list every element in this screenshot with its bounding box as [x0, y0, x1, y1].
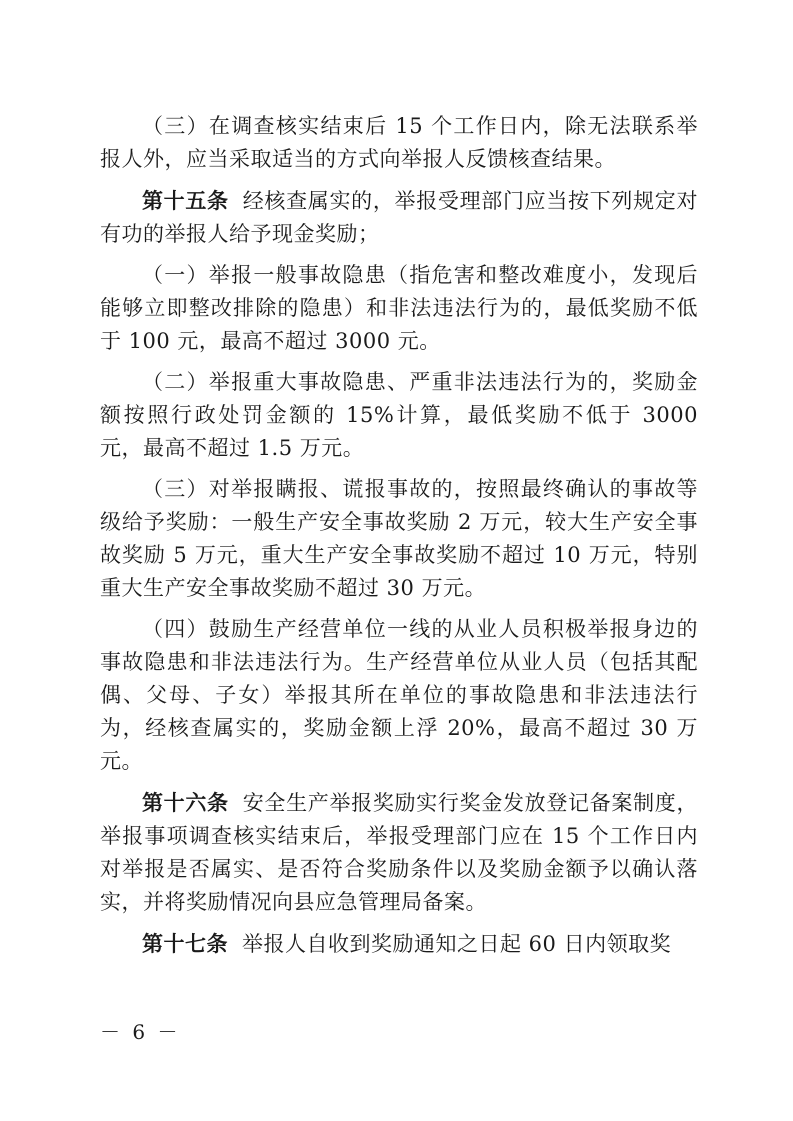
- paragraph-text: 举报人自收到奖励通知之日起 60 日内领取奖: [242, 932, 672, 956]
- paragraph-item-1: [100, 259, 698, 358]
- paragraph-text: （四）鼓励生产经营单位一线的从业人员积极举报身边的事故隐患和非法违法行为。生产经营单位从业人员（包括其配偶、父母、子女）举报其所在单位的事故隐患和非法违法行为，经核查属实的，奖励金额上浮 20%，最高不超过 30 万元。: [100, 617, 698, 773]
- paragraph-text: （二）举报重大事故隐患、严重非法违法行为的，奖励金额按照行政处罚金额的 15%计算，最低奖励不低于 3000 元，最高不超过 1.5 万元。: [100, 370, 698, 460]
- paragraph-text: （三）对举报瞒报、谎报事故的，按照最终确认的事故等级给予奖励：一般生产安全事故奖励 2 万元，较大生产安全事故奖励 5 万元，重大生产安全事故奖励不超过 10 万元，特别重大生产安全事故奖励不超过 30 万元。: [100, 477, 698, 600]
- document-page: [100, 110, 698, 969]
- page-number: － 6 －: [100, 1020, 181, 1044]
- article-15: [100, 184, 698, 251]
- paragraph-item-3: [100, 473, 698, 605]
- paragraph-text: 经核查属实的，举报受理部门应当按下列规定对有功的举报人给予现金奖励；: [100, 189, 698, 246]
- article-16: [100, 786, 698, 919]
- article-heading: 第十六条: [142, 790, 229, 815]
- paragraph-text: 安全生产举报奖励实行奖金发放登记备案制度，举报事项调查核实结束后，举报受理部门应在 15 个工作日内对举报是否属实、是否符合奖励条件以及奖励金额予以确认落实，并将奖励情况向县应急管理局备案。: [100, 791, 698, 914]
- paragraph-text: （一）举报一般事故隐患（指危害和整改难度小，发现后能够立即整改排除的隐患）和非法违法行为的，最低奖励不低于 100 元，最高不超过 3000 元。: [100, 263, 698, 353]
- article-heading: 第十七条: [142, 931, 228, 956]
- paragraph-item-2: [100, 366, 698, 465]
- paragraph-text: （三）在调查核实结束后 15 个工作日内，除无法联系举报人外，应当采取适当的方式向举报人反馈核查结果。: [100, 114, 698, 171]
- article-17: [100, 927, 698, 961]
- paragraph-1: [100, 110, 698, 176]
- article-heading: 第十五条: [142, 188, 229, 213]
- paragraph-item-4: [100, 613, 698, 778]
